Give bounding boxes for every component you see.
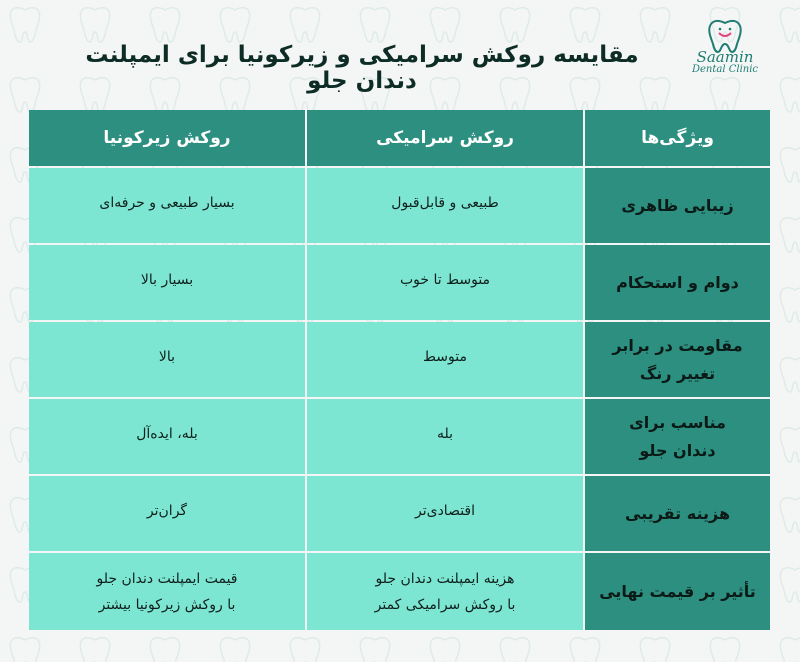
table-row bbox=[29, 245, 770, 320]
table-row bbox=[29, 399, 770, 474]
feature-cell: مناسب برای دندان جلو bbox=[585, 399, 770, 474]
comparison-table bbox=[29, 110, 770, 630]
table-row bbox=[29, 476, 770, 551]
header-zirconia: روکش زیرکونیا bbox=[29, 110, 307, 166]
feature-cell: مقاومت در برابر تغییر رنگ bbox=[585, 322, 770, 397]
zirconia-cell: گران‌تر bbox=[29, 476, 307, 551]
ceramic-cell: بله bbox=[307, 399, 585, 474]
zirconia-cell: بله، ایده‌آل bbox=[29, 399, 307, 474]
clinic-logo bbox=[680, 18, 770, 84]
table-row bbox=[29, 553, 770, 630]
ceramic-cell: متوسط bbox=[307, 322, 585, 397]
table-header-row bbox=[29, 110, 770, 166]
logo-name: Saamin bbox=[696, 48, 754, 66]
feature-cell: زیبایی ظاهری bbox=[585, 168, 770, 243]
ceramic-cell: متوسط تا خوب bbox=[307, 245, 585, 320]
zirconia-cell: بسیار طبیعی و حرفه‌ای bbox=[29, 168, 307, 243]
table-row bbox=[29, 322, 770, 397]
table-row bbox=[29, 168, 770, 243]
header-ceramic: روکش سرامیکی bbox=[307, 110, 585, 166]
feature-cell: دوام و استحکام bbox=[585, 245, 770, 320]
zirconia-cell: قیمت ایمپلنت دندان جلو با روکش زیرکونیا بیشتر bbox=[29, 553, 307, 630]
zirconia-cell: بسیار بالا bbox=[29, 245, 307, 320]
page-title: مقایسه روکش سرامیکی و زیرکونیا برای ایمپلنت دندان جلو bbox=[85, 42, 639, 94]
ceramic-cell: طبیعی و قابل‌قبول bbox=[307, 168, 585, 243]
feature-cell: هزینه تقریبی bbox=[585, 476, 770, 551]
ceramic-cell: اقتصادی‌تر bbox=[307, 476, 585, 551]
header-features: ویژگی‌ها bbox=[585, 110, 770, 166]
zirconia-cell: بالا bbox=[29, 322, 307, 397]
logo-subtitle: Dental Clinic bbox=[691, 64, 759, 75]
feature-cell: تأثیر بر قیمت نهایی bbox=[585, 553, 770, 630]
ceramic-cell: هزینه ایمپلنت دندان جلو با روکش سرامیکی کمتر bbox=[307, 553, 585, 630]
